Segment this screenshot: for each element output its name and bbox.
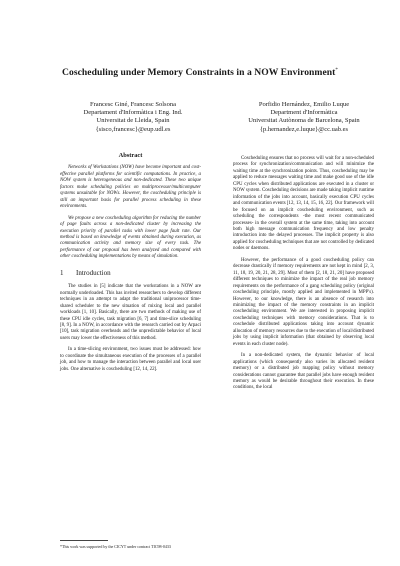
paper-title <box>0 67 400 78</box>
footnote-text: *This work was supported by the CICYT under contract TIC98-0433 <box>60 544 171 549</box>
body-paragraph: However, the performance of a good coscheduling policy can decrease drastically if memory requirements are not kept in mind [2, 3, 11, 18, 19, 20, 21, 28, 29]. Most of them [2, 18, 21, 20] have proposed different techniques to minimize the impact of the real job memory requirements on the performance of a gang scheduling policy (original coscheduling principle, mostly applied and implemented in MPP's). However, to our knowledge, there is an absence of research into minimizing the impact of the memory constraints in an implicit coscheduling environment. We are interested in proposing implicit coscheduling techniques with memory considerations. That is to coschedule distributed applications taking into account dynamic allocation of memory resources due to the execution of local/distributed jobs by using implicit information (that obtained by observing local events in each cluster node). <box>233 257 374 347</box>
section-heading-introduction <box>60 270 201 276</box>
abstract-heading: Abstract <box>118 152 143 159</box>
section-number: 1 <box>60 268 64 277</box>
section-title-text: Introduction <box>76 268 111 277</box>
abstract-paragraph: We propose a new coscheduling algorithm for reducing the number of page faults across a non-dedicated cluster by increasing the execution priority of parallel tasks with lower page fault rate. Our method is based on knowledge of events obtained during execution, as communication activity and memory size of every task. The performance of our proposal has been analyzed and compared with other coscheduling implementations by means of simulation. <box>60 215 201 260</box>
left-column <box>60 153 201 378</box>
author-block-barcelona <box>219 101 389 134</box>
body-paragraph: In a time-slicing environment, two issues must be addressed: how to coordinate the simultaneous execution of the processes of a parallel job, and how to manage the interaction between parallel and local user jobs. One alternative is coscheduling [12, 14, 22]. <box>60 347 201 372</box>
title-footnote-mark: * <box>335 67 338 73</box>
author-email: {p.hernandez,e.luque}@cc.uab.es <box>259 125 349 133</box>
abstract-body <box>60 165 201 260</box>
author-university: Universitat de Lleida, Spain <box>96 117 170 125</box>
author-block-lleida <box>48 101 218 134</box>
author-names: Francesc Giné, Francesc Solsona <box>90 101 176 108</box>
title-text: Coscheduling under Memory Constraints in a NOW Environment <box>62 67 336 78</box>
author-names: Porfidio Hernández, Emilio Luque <box>258 101 350 108</box>
body-paragraph: In a non-dedicated system, the dynamic behavior of local applications (which consequently also varies its allocated resident memory) or a distributed job mapping policy without memory considerations cannot guarantee that parallel jobs have enough resident memory as would be desirable throughout their execution. In these conditions, the local <box>233 353 374 391</box>
body-paragraph: Coscheduling ensures that no process will wait for a non-scheduled process for synchronization/communication and will minimize the waiting time at the synchronization points. Thus, coscheduling may be applied to reduce messages waiting time and make good use of the idle CPU cycles when distributed applications are executed in a cluster or NOW system. Coscheduling decisions are made taking implicit runtime information of the jobs into account, basically execution CPU cycles and communication events [12, 13, 14, 15, 16, 22]. Our framework will be focused on an implicit coscheduling environment, such as scheduling the correspondents -the most recent communicated processes- in the overall system at the same time, taking into account both high message communication frequency and low penalty introduction into the delayed processes. The implicit property is also applied for coscheduling techniques that are not controlled by dedicated nodes or daemons. <box>233 156 374 252</box>
right-column <box>233 156 374 397</box>
author-department: Department d'Informàtica <box>270 109 338 117</box>
footnote-rule <box>60 540 108 541</box>
author-email: {sisco,francesc}@eup.udl.es <box>95 125 171 133</box>
author-university: Universitat Autònoma de Barcelona, Spain <box>248 117 360 125</box>
abstract-paragraph: Networks of Workstations (NOW) have become important and cost-effective parallel platforms for scientific computations. In practice, a NOW system is heterogeneous and non-dedicated. These two unique factors make scheduling policies on multiprocessor/multicomputer systems unsuitable for NOWs. However, the coscheduling principle is still an important basis for parallel process scheduling in these environments. <box>60 165 201 210</box>
footnote <box>60 540 201 549</box>
author-department: Departament d'Informàtica i Eng. Ind. <box>83 109 183 117</box>
body-paragraph: The studies in [5] indicate that the workstations in a NOW are normally underloaded. This has invited researchers to develop different techniques in an attempt to adapt the traditional uniprocessor time-shared scheduler to the new situation of mixing local and parallel workloads [1, 10]. Basically, there are two methods of making use of these CPU idle cycles, task migration [6, 7] and time-slice scheduling [8, 9]. In a NOW, in accordance with the research carried out by Arpaci [10], task migration overheads and the unpredictable behavior of local users may lower the effectiveness of this method. <box>60 284 201 341</box>
